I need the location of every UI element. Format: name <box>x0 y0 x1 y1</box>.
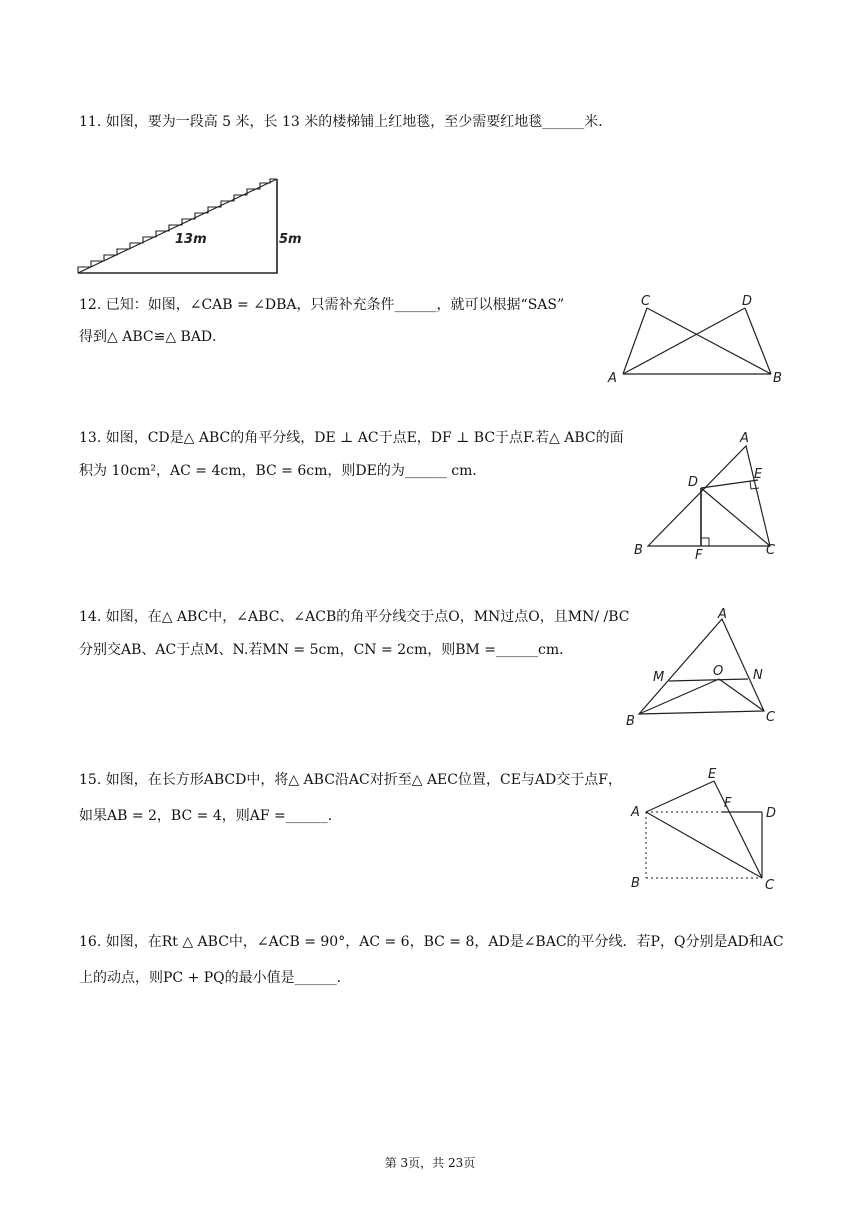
problem-13-figure <box>630 428 785 563</box>
problem-14-line-2 <box>79 640 573 660</box>
label-5m: 5m <box>279 232 302 247</box>
label-C: C <box>766 543 776 558</box>
label-N: N <box>753 668 763 683</box>
problem-15-line-1 <box>79 770 622 790</box>
label-C: C <box>766 710 776 725</box>
problem-13-line-1 <box>79 428 624 448</box>
problem-13-text-2: 积为 10cm²，AC = 4cm，BC = 6cm，则DE的为______ cm． <box>79 463 487 479</box>
problem-12-line-2 <box>79 327 226 347</box>
problem-12-line-1 <box>79 295 564 315</box>
problem-15-line-2 <box>79 806 342 826</box>
label-13m: 13m <box>175 232 207 247</box>
label-F: F <box>724 796 732 811</box>
label-A: A <box>740 431 749 446</box>
problem-13-text-1: 如图，CD是△ ABC的角平分线，DE ⊥ AC于点E，DF ⊥ BC于点F.若△ ABC的面 <box>105 430 624 446</box>
problem-16-text-1: 如图，在Rt △ ABC中，∠ACB = 90°，AC = 6，BC = 8，AD是∠BAC的平分线．若P，Q分别是AD和AC <box>105 934 784 950</box>
label-A: A <box>718 607 727 622</box>
problem-14-text-2: 分别交AB、AC于点M、N.若MN = 5cm，CN = 2cm，则BM =______cm． <box>79 642 574 658</box>
label-D: D <box>742 294 753 309</box>
problem-15-number: 15. <box>79 772 102 788</box>
label-B: B <box>626 714 635 729</box>
label-F: F <box>695 548 703 563</box>
label-E: E <box>708 767 717 782</box>
label-C: C <box>765 878 775 893</box>
problem-14-line-1 <box>79 607 630 627</box>
problem-13-line-2 <box>79 461 486 481</box>
problem-16-line-1 <box>79 932 784 952</box>
label-B: B <box>631 876 640 891</box>
label-M: M <box>653 670 665 685</box>
problem-14-text-1: 如图，在△ ABC中，∠ABC、∠ACB的角平分线交于点O，MN过点O，且MN/ /BC <box>105 609 630 625</box>
label-D: D <box>688 475 699 490</box>
problem-12-figure <box>605 292 790 387</box>
label-D: D <box>766 806 777 821</box>
label-A: A <box>631 805 640 820</box>
label-B: B <box>634 543 643 558</box>
label-E: E <box>754 467 763 482</box>
problem-15-figure <box>626 765 786 895</box>
problem-11-number: 11. <box>79 114 102 130</box>
problem-14-figure <box>622 607 782 732</box>
problem-13-number: 13. <box>79 430 102 446</box>
problem-12-text-2: 得到△ ABC≌△ BAD． <box>79 329 227 345</box>
problem-12-text-1: 已知：如图，∠CAB = ∠DBA，只需补充条件______，就可以根据“SAS” <box>105 297 565 313</box>
problem-16-number: 16. <box>79 934 102 950</box>
problem-16-line-2 <box>79 968 351 988</box>
problem-14-number: 14. <box>79 609 102 625</box>
problem-12-number: 12. <box>79 297 102 313</box>
label-A: A <box>608 371 617 386</box>
label-C: C <box>641 294 651 309</box>
label-O: O <box>713 664 724 679</box>
label-B: B <box>773 371 782 386</box>
problem-11-figure <box>75 175 305 280</box>
problem-15-text-2: 如果AB = 2，BC = 4，则AF =______． <box>79 808 342 824</box>
problem-11-line-1 <box>79 112 612 132</box>
problem-11-text: 如图，要为一段高 5 米，长 13 米的楼梯铺上红地毯，至少需要红地毯______米． <box>105 114 613 130</box>
problem-15-text-1: 如图，在长方形ABCD中，将△ ABC沿AC对折至△ AEC位置，CE与AD交于点F， <box>105 772 622 788</box>
problem-16-text-2: 上的动点，则PC + PQ的最小值是______． <box>79 970 351 986</box>
page-footer: 第 3页，共 23页 <box>384 1156 476 1170</box>
